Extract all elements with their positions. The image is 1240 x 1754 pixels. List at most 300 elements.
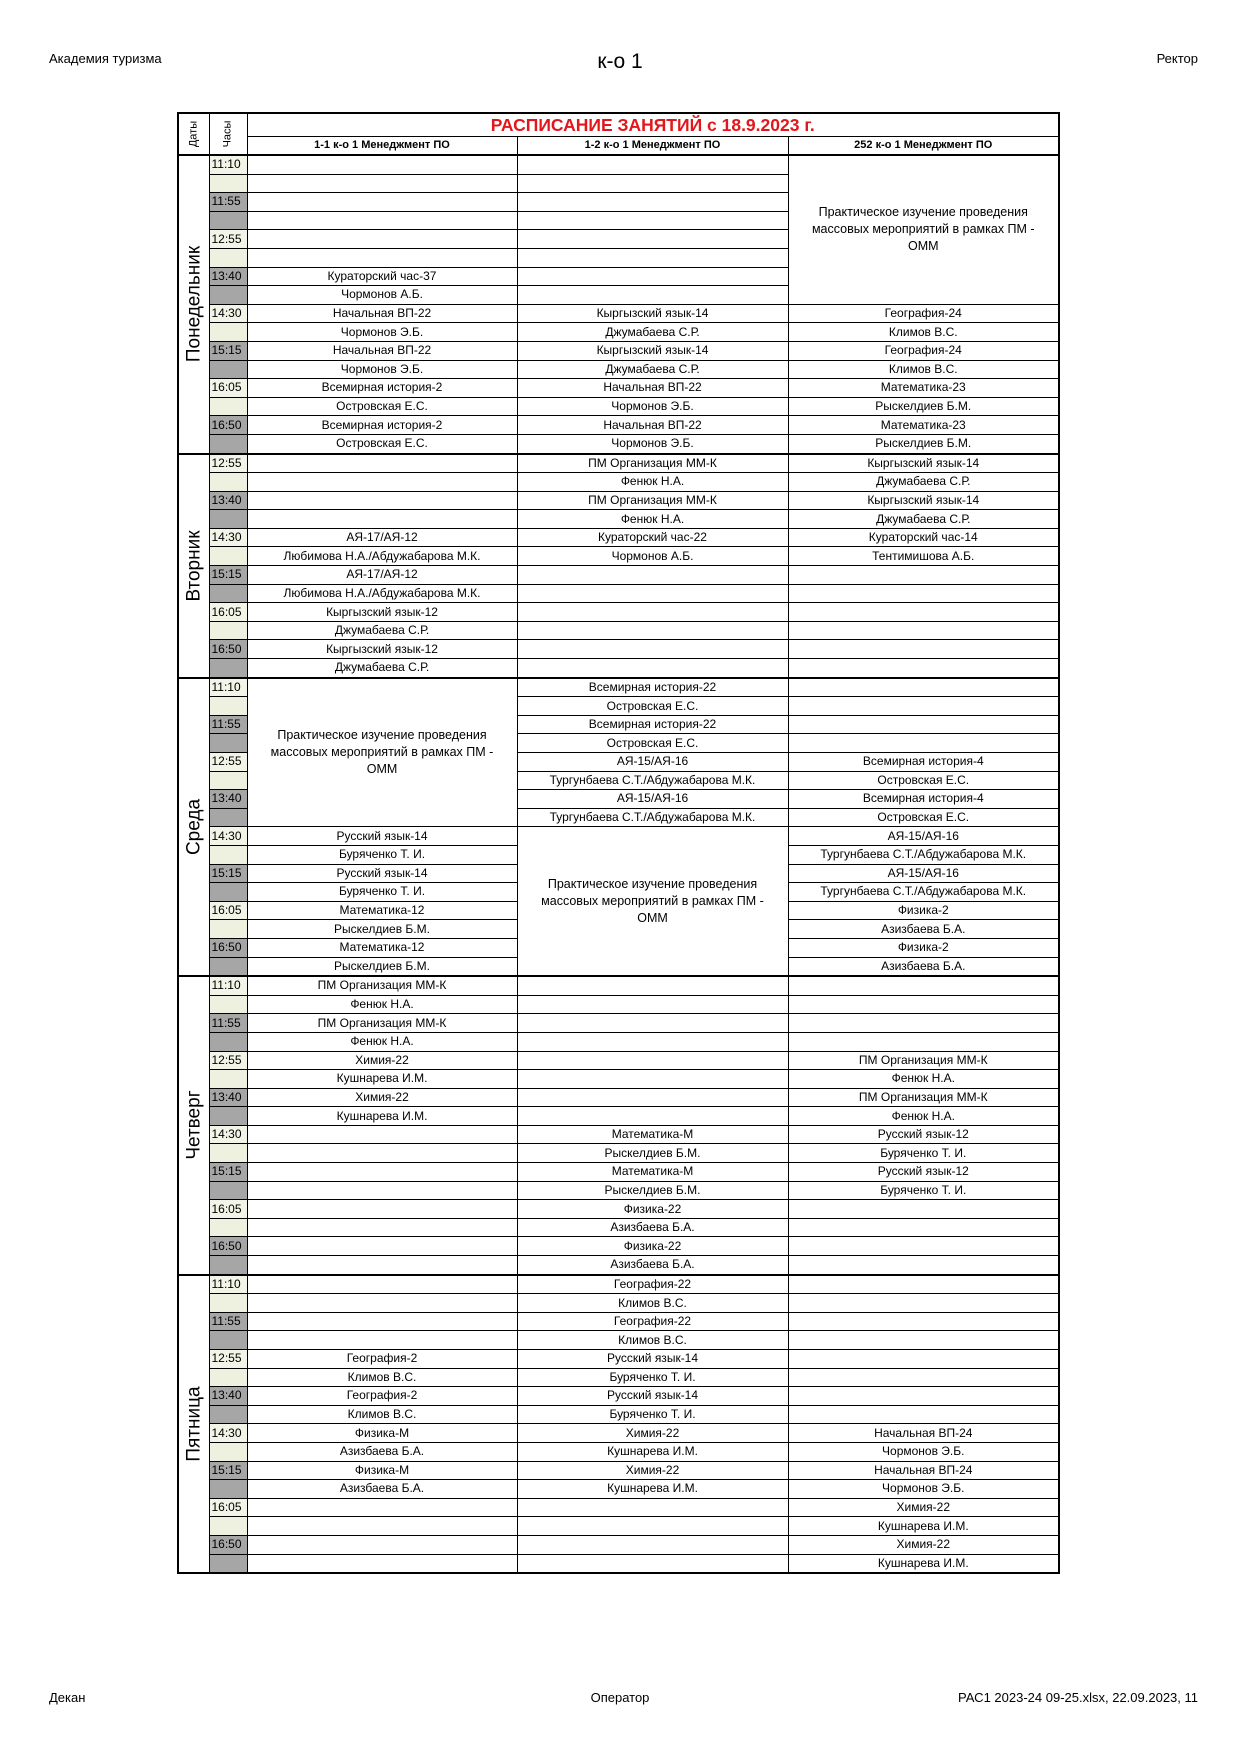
lesson-teacher xyxy=(247,473,517,492)
time-cell: 12:55 xyxy=(209,1350,247,1369)
lesson-subject: Начальная ВП-22 xyxy=(517,379,788,398)
time-cell: 15:15 xyxy=(209,566,247,585)
lesson-subject xyxy=(517,1014,788,1033)
lesson-teacher: Чормонов А.Б. xyxy=(247,286,517,305)
time-cell-blank xyxy=(209,1517,247,1536)
time-cell-blank xyxy=(209,1032,247,1051)
lesson-subject: ПМ Организация ММ-К xyxy=(788,1051,1059,1070)
schedule-row xyxy=(178,566,1059,585)
lesson-subject xyxy=(247,155,517,174)
lesson-teacher xyxy=(788,1331,1059,1350)
lesson-teacher: Азизбаева Б.А. xyxy=(788,920,1059,939)
lesson-subject: Русский язык-14 xyxy=(517,1387,788,1406)
time-cell: 16:50 xyxy=(209,1535,247,1554)
lesson-subject: Кыргызский язык-14 xyxy=(517,341,788,360)
lesson-teacher: Фенюк Н.А. xyxy=(247,995,517,1014)
lesson-teacher xyxy=(788,995,1059,1014)
lesson-subject: Физика-М xyxy=(247,1461,517,1480)
lesson-teacher xyxy=(788,697,1059,716)
schedule-row xyxy=(178,1535,1059,1554)
footer-center-text: Оператор xyxy=(590,1690,650,1705)
lesson-teacher: Буряченко Т. И. xyxy=(247,845,517,864)
lesson-subject: Математика-23 xyxy=(788,379,1059,398)
schedule-row xyxy=(178,491,1059,510)
footer-left-text: Декан xyxy=(49,1690,86,1705)
schedule-row xyxy=(178,1312,1059,1331)
time-cell-blank xyxy=(209,397,247,416)
schedule-row xyxy=(178,1368,1059,1387)
lesson-teacher: Климов В.С. xyxy=(517,1331,788,1350)
schedule-row xyxy=(178,603,1059,622)
time-cell-blank xyxy=(209,1218,247,1237)
lesson-subject: Химия-22 xyxy=(517,1424,788,1443)
lesson-subject: Кыргызский язык-14 xyxy=(788,454,1059,473)
lesson-teacher: Буряченко Т. И. xyxy=(517,1405,788,1424)
lesson-subject xyxy=(788,1237,1059,1256)
lesson-teacher xyxy=(517,248,788,267)
time-cell-blank xyxy=(209,771,247,790)
lesson-subject xyxy=(517,1051,788,1070)
lesson-teacher: Чормонов Э.Б. xyxy=(517,434,788,453)
lesson-teacher: Островская Е.С. xyxy=(517,697,788,716)
lesson-teacher: Джумабаева С.Р. xyxy=(788,473,1059,492)
time-cell-blank xyxy=(209,920,247,939)
time-cell-blank xyxy=(209,547,247,566)
lesson-subject xyxy=(247,1535,517,1554)
lesson-teacher xyxy=(517,1032,788,1051)
lesson-teacher: Тургунбаева С.Т./Абдужабарова М.К. xyxy=(517,771,788,790)
lesson-teacher: Кушнарева И.М. xyxy=(247,1070,517,1089)
schedule-row xyxy=(178,416,1059,435)
lesson-subject xyxy=(247,230,517,249)
lesson-subject xyxy=(788,715,1059,734)
time-cell-blank xyxy=(209,1405,247,1424)
lesson-teacher: Джумабаева С.Р. xyxy=(247,621,517,640)
lesson-teacher: Островская Е.С. xyxy=(517,734,788,753)
lesson-subject xyxy=(247,491,517,510)
lesson-subject: Русский язык-14 xyxy=(247,864,517,883)
schedule-row xyxy=(178,304,1059,323)
lesson-subject: Кураторский час-37 xyxy=(247,267,517,286)
lesson-teacher xyxy=(517,1107,788,1126)
time-cell: 12:55 xyxy=(209,454,247,473)
lesson-teacher: Климов В.С. xyxy=(517,1294,788,1313)
time-cell: 16:05 xyxy=(209,379,247,398)
schedule-row xyxy=(178,976,1059,995)
lesson-teacher xyxy=(788,659,1059,678)
time-cell-blank xyxy=(209,286,247,305)
schedule-row xyxy=(178,1032,1059,1051)
time-cell-blank xyxy=(209,473,247,492)
lesson-teacher: Кушнарева И.М. xyxy=(517,1480,788,1499)
day-label: Пятница xyxy=(178,1275,209,1574)
lesson-subject xyxy=(788,603,1059,622)
time-cell: 11:10 xyxy=(209,678,247,697)
schedule-row xyxy=(178,1498,1059,1517)
lesson-subject: АЯ-17/АЯ-12 xyxy=(247,566,517,585)
lesson-teacher: Фенюк Н.А. xyxy=(517,473,788,492)
lesson-subject xyxy=(517,193,788,212)
lesson-teacher: Азизбаева Б.А. xyxy=(247,1442,517,1461)
schedule-row xyxy=(178,323,1059,342)
lesson-subject: Математика-12 xyxy=(247,938,517,957)
time-cell-blank xyxy=(209,883,247,902)
lesson-subject: Физика-2 xyxy=(788,938,1059,957)
lesson-subject: Химия-22 xyxy=(247,1088,517,1107)
group-header: 252 к-о 1 Менеджмент ПО xyxy=(788,137,1059,156)
lesson-subject: Физика-М xyxy=(247,1424,517,1443)
lesson-subject xyxy=(247,454,517,473)
lesson-teacher: Азизбаева Б.А. xyxy=(517,1256,788,1275)
day-label: Четверг xyxy=(178,976,209,1275)
lesson-teacher: Джумабаева С.Р. xyxy=(517,323,788,342)
schedule-row xyxy=(178,1424,1059,1443)
day-label: Среда xyxy=(178,678,209,977)
schedule-row xyxy=(178,1350,1059,1369)
time-cell: 11:55 xyxy=(209,1312,247,1331)
lesson-teacher: Рыскелдиев Б.М. xyxy=(517,1181,788,1200)
lesson-teacher: Тургунбаева С.Т./Абдужабарова М.К. xyxy=(517,808,788,827)
time-cell-blank xyxy=(209,957,247,976)
lesson-subject: Всемирная история-22 xyxy=(517,715,788,734)
lesson-subject: ПМ Организация ММ-К xyxy=(247,1014,517,1033)
schedule-row xyxy=(178,1163,1059,1182)
schedule-row xyxy=(178,1461,1059,1480)
schedule-row xyxy=(178,1256,1059,1275)
lesson-teacher: Чормонов Э.Б. xyxy=(517,397,788,416)
lesson-teacher: Чормонов Э.Б. xyxy=(788,1442,1059,1461)
lesson-teacher: Фенюк Н.А. xyxy=(788,1070,1059,1089)
header-center-text: к-о 1 xyxy=(597,50,643,73)
time-cell: 13:40 xyxy=(209,1387,247,1406)
time-cell: 14:30 xyxy=(209,304,247,323)
hours-column-header: Часы xyxy=(209,113,247,155)
lesson-subject xyxy=(788,1312,1059,1331)
lesson-teacher: Тургунбаева С.Т./Абдужабарова М.К. xyxy=(788,883,1059,902)
day-label: Понедельник xyxy=(178,155,209,454)
schedule-row xyxy=(178,678,1059,697)
lesson-subject: Кураторский час-14 xyxy=(788,528,1059,547)
lesson-teacher: Островская Е.С. xyxy=(247,397,517,416)
time-cell-blank xyxy=(209,1144,247,1163)
time-cell: 11:55 xyxy=(209,715,247,734)
lesson-subject xyxy=(247,193,517,212)
lesson-subject xyxy=(788,566,1059,585)
schedule-row xyxy=(178,1237,1059,1256)
lesson-teacher: Рыскелдиев Б.М. xyxy=(788,397,1059,416)
schedule-row xyxy=(178,1200,1059,1219)
lesson-teacher xyxy=(788,1368,1059,1387)
schedule-row xyxy=(178,528,1059,547)
lesson-subject: Математика-М xyxy=(517,1125,788,1144)
lesson-teacher xyxy=(247,248,517,267)
time-cell-blank xyxy=(209,1256,247,1275)
schedule-row xyxy=(178,1517,1059,1536)
time-cell: 14:30 xyxy=(209,827,247,846)
lesson-teacher: Чормонов А.Б. xyxy=(517,547,788,566)
lesson-teacher: Азизбаева Б.А. xyxy=(247,1480,517,1499)
time-cell-blank xyxy=(209,211,247,230)
lesson-subject: АЯ-15/АЯ-16 xyxy=(788,864,1059,883)
time-cell: 15:15 xyxy=(209,341,247,360)
lesson-subject: ПМ Организация ММ-К xyxy=(517,454,788,473)
lesson-subject xyxy=(517,230,788,249)
time-cell-blank xyxy=(209,1181,247,1200)
time-cell: 16:05 xyxy=(209,1498,247,1517)
time-cell: 11:10 xyxy=(209,976,247,995)
time-cell-blank xyxy=(209,360,247,379)
lesson-subject xyxy=(247,1163,517,1182)
lesson-subject: Кыргызский язык-12 xyxy=(247,603,517,622)
lesson-teacher xyxy=(247,1331,517,1350)
schedule-row xyxy=(178,827,1059,846)
schedule-row xyxy=(178,1294,1059,1313)
time-cell: 16:50 xyxy=(209,1237,247,1256)
lesson-teacher: Климов В.С. xyxy=(247,1405,517,1424)
time-cell-blank xyxy=(209,248,247,267)
schedule-row xyxy=(178,1275,1059,1294)
time-cell-blank xyxy=(209,174,247,193)
lesson-subject xyxy=(247,1125,517,1144)
time-cell-blank xyxy=(209,1294,247,1313)
lesson-subject: География-22 xyxy=(517,1275,788,1294)
time-cell: 11:10 xyxy=(209,155,247,174)
lesson-subject: Начальная ВП-22 xyxy=(247,341,517,360)
lesson-subject: Кыргызский язык-14 xyxy=(517,304,788,323)
lesson-teacher: Буряченко Т. И. xyxy=(517,1368,788,1387)
schedule-row xyxy=(178,379,1059,398)
lesson-subject xyxy=(517,155,788,174)
time-cell-blank xyxy=(209,1480,247,1499)
day-label: Вторник xyxy=(178,454,209,678)
lesson-teacher: Рыскелдиев Б.М. xyxy=(788,434,1059,453)
time-cell-blank xyxy=(209,434,247,453)
schedule-row xyxy=(178,640,1059,659)
lesson-teacher xyxy=(517,584,788,603)
lesson-teacher: Тентимишова А.Б. xyxy=(788,547,1059,566)
schedule-row xyxy=(178,1125,1059,1144)
schedule-table xyxy=(177,112,1060,1574)
lesson-subject: Кураторский час-22 xyxy=(517,528,788,547)
lesson-teacher xyxy=(517,174,788,193)
lesson-subject: Химия-22 xyxy=(247,1051,517,1070)
lesson-subject xyxy=(247,1200,517,1219)
schedule-row xyxy=(178,1181,1059,1200)
lesson-subject: Физика-2 xyxy=(788,901,1059,920)
schedule-row xyxy=(178,1331,1059,1350)
lesson-teacher xyxy=(247,1294,517,1313)
lesson-teacher: Чормонов Э.Б. xyxy=(247,360,517,379)
lesson-teacher: Любимова Н.А./Абдужабарова М.К. xyxy=(247,547,517,566)
time-cell-blank xyxy=(209,1107,247,1126)
lesson-teacher: Кушнарева И.М. xyxy=(788,1554,1059,1573)
schedule-row xyxy=(178,1480,1059,1499)
time-cell-blank xyxy=(209,621,247,640)
time-cell: 11:55 xyxy=(209,1014,247,1033)
lesson-subject: Всемирная история-4 xyxy=(788,753,1059,772)
lesson-teacher: Климов В.С. xyxy=(788,323,1059,342)
time-cell-blank xyxy=(209,1070,247,1089)
lesson-teacher: Тургунбаева С.Т./Абдужабарова М.К. xyxy=(788,845,1059,864)
lesson-subject xyxy=(788,976,1059,995)
schedule-row xyxy=(178,360,1059,379)
lesson-subject: Всемирная история-2 xyxy=(247,416,517,435)
lesson-teacher: Рыскелдиев Б.М. xyxy=(517,1144,788,1163)
schedule-row xyxy=(178,434,1059,453)
lesson-teacher: Кушнарева И.М. xyxy=(517,1442,788,1461)
schedule-row xyxy=(178,510,1059,529)
lesson-teacher xyxy=(517,211,788,230)
lesson-teacher xyxy=(247,510,517,529)
lesson-subject: ПМ Организация ММ-К xyxy=(788,1088,1059,1107)
lesson-teacher: Чормонов Э.Б. xyxy=(247,323,517,342)
schedule-row xyxy=(178,397,1059,416)
lesson-subject xyxy=(517,976,788,995)
lesson-teacher: Кушнарева И.М. xyxy=(247,1107,517,1126)
lesson-teacher: Фенюк Н.А. xyxy=(247,1032,517,1051)
schedule-row xyxy=(178,1442,1059,1461)
time-cell: 15:15 xyxy=(209,1163,247,1182)
lesson-teacher: Островская Е.С. xyxy=(788,771,1059,790)
lesson-subject xyxy=(517,1498,788,1517)
lesson-subject xyxy=(247,1498,517,1517)
time-cell: 12:55 xyxy=(209,753,247,772)
lesson-subject: Математика-23 xyxy=(788,416,1059,435)
lesson-teacher: Рыскелдиев Б.М. xyxy=(247,920,517,939)
lesson-subject xyxy=(517,640,788,659)
time-cell: 16:05 xyxy=(209,901,247,920)
lesson-teacher xyxy=(788,1218,1059,1237)
lesson-teacher: Буряченко Т. И. xyxy=(788,1181,1059,1200)
time-cell-blank xyxy=(209,1331,247,1350)
lesson-subject xyxy=(788,1014,1059,1033)
lesson-subject xyxy=(788,1387,1059,1406)
schedule-row xyxy=(178,341,1059,360)
header-right-text: Ректор xyxy=(1156,51,1198,66)
time-cell: 14:30 xyxy=(209,1424,247,1443)
dates-column-header: Даты xyxy=(178,113,209,155)
schedule-title: РАСПИСАНИЕ ЗАНЯТИЙ с 18.9.2023 г. xyxy=(247,113,1059,137)
time-cell: 14:30 xyxy=(209,528,247,547)
lesson-subject: ПМ Организация ММ-К xyxy=(517,491,788,510)
lesson-subject xyxy=(788,1275,1059,1294)
lesson-subject: Физика-22 xyxy=(517,1200,788,1219)
schedule-row xyxy=(178,995,1059,1014)
lesson-teacher xyxy=(788,621,1059,640)
schedule-row xyxy=(178,1554,1059,1573)
lesson-subject: Начальная ВП-24 xyxy=(788,1424,1059,1443)
lesson-subject xyxy=(517,1535,788,1554)
time-cell: 16:50 xyxy=(209,640,247,659)
lesson-teacher xyxy=(247,1517,517,1536)
lesson-teacher: Кушнарева И.М. xyxy=(788,1517,1059,1536)
schedule-row xyxy=(178,1144,1059,1163)
time-cell: 13:40 xyxy=(209,491,247,510)
lesson-subject: Русский язык-14 xyxy=(247,827,517,846)
group-header: 1-2 к-о 1 Менеджмент ПО xyxy=(517,137,788,156)
lesson-subject: География-24 xyxy=(788,341,1059,360)
header-left-text: Академия туризма xyxy=(49,51,162,66)
lesson-subject: Химия-22 xyxy=(788,1535,1059,1554)
lesson-subject xyxy=(247,1275,517,1294)
practice-block: Практическое изучение проведения массовых мероприятий в рамках ПМ - ОММ xyxy=(517,827,788,976)
lesson-subject: Химия-22 xyxy=(788,1498,1059,1517)
time-cell: 15:15 xyxy=(209,864,247,883)
lesson-teacher: Азизбаева Б.А. xyxy=(788,957,1059,976)
time-cell-blank xyxy=(209,659,247,678)
time-cell-blank xyxy=(209,1554,247,1573)
lesson-teacher xyxy=(788,584,1059,603)
practice-block: Практическое изучение проведения массовых мероприятий в рамках ПМ - ОММ xyxy=(247,678,517,827)
lesson-subject: Русский язык-12 xyxy=(788,1163,1059,1182)
schedule-row xyxy=(178,1014,1059,1033)
lesson-subject: АЯ-15/АЯ-16 xyxy=(517,790,788,809)
lesson-teacher xyxy=(247,1144,517,1163)
time-cell-blank xyxy=(209,1368,247,1387)
lesson-subject: АЯ-15/АЯ-16 xyxy=(788,827,1059,846)
lesson-subject xyxy=(247,1237,517,1256)
time-cell-blank xyxy=(209,845,247,864)
schedule-row xyxy=(178,659,1059,678)
lesson-subject: Начальная ВП-24 xyxy=(788,1461,1059,1480)
lesson-teacher xyxy=(517,995,788,1014)
lesson-subject xyxy=(517,603,788,622)
lesson-teacher xyxy=(517,659,788,678)
footer-right-text: РАС1 2023-24 09-25.xlsx, 22.09.2023, 11 xyxy=(958,1690,1198,1705)
time-cell: 12:55 xyxy=(209,1051,247,1070)
schedule-row xyxy=(178,584,1059,603)
lesson-teacher xyxy=(517,621,788,640)
time-cell: 13:40 xyxy=(209,1088,247,1107)
schedule-row xyxy=(178,547,1059,566)
time-cell: 16:50 xyxy=(209,416,247,435)
lesson-subject xyxy=(247,1312,517,1331)
lesson-teacher xyxy=(247,1218,517,1237)
lesson-teacher xyxy=(788,1256,1059,1275)
lesson-subject xyxy=(788,678,1059,697)
lesson-subject: Физика-22 xyxy=(517,1237,788,1256)
time-cell: 15:15 xyxy=(209,1461,247,1480)
lesson-teacher xyxy=(788,734,1059,753)
lesson-teacher xyxy=(788,1294,1059,1313)
schedule-row xyxy=(178,1051,1059,1070)
lesson-subject: Всемирная история-4 xyxy=(788,790,1059,809)
time-cell-blank xyxy=(209,1442,247,1461)
lesson-subject xyxy=(788,640,1059,659)
schedule-row xyxy=(178,621,1059,640)
lesson-teacher: Буряченко Т. И. xyxy=(247,883,517,902)
lesson-teacher: Климов В.С. xyxy=(788,360,1059,379)
lesson-subject: АЯ-15/АЯ-16 xyxy=(517,753,788,772)
time-cell: 11:10 xyxy=(209,1275,247,1294)
lesson-subject xyxy=(788,1350,1059,1369)
lesson-subject: Химия-22 xyxy=(517,1461,788,1480)
lesson-teacher xyxy=(517,1517,788,1536)
time-cell-blank xyxy=(209,995,247,1014)
lesson-subject: География-22 xyxy=(517,1312,788,1331)
lesson-teacher: Азизбаева Б.А. xyxy=(517,1218,788,1237)
time-cell: 13:40 xyxy=(209,267,247,286)
schedule-row xyxy=(178,1107,1059,1126)
lesson-teacher: Рыскелдиев Б.М. xyxy=(247,957,517,976)
time-cell: 13:40 xyxy=(209,790,247,809)
lesson-subject: Русский язык-14 xyxy=(517,1350,788,1369)
time-cell-blank xyxy=(209,510,247,529)
time-cell-blank xyxy=(209,697,247,716)
lesson-teacher xyxy=(247,1181,517,1200)
lesson-subject: Начальная ВП-22 xyxy=(517,416,788,435)
lesson-teacher: Фенюк Н.А. xyxy=(517,510,788,529)
